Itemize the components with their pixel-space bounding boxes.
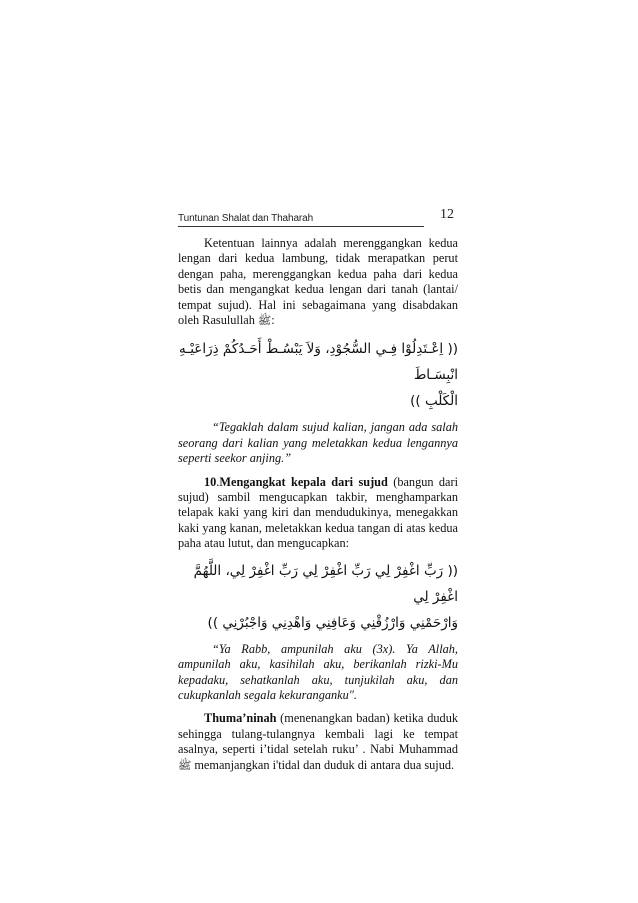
hadith-arabic-1-line-1: (( اِعْـتَدِلُوْا فِـي السُّجُوْدِ، وَلاَ يَبْسُـطْ أَحَـدُكُمْ ذِرَاعَيْـهِ انْبِسَـاطَ: [179, 341, 458, 384]
dua-arabic: [178, 558, 458, 636]
running-header-title: Tuntunan Shalat dan Thaharah: [178, 213, 314, 224]
saw-honorific-icon-2: ﷺ: [178, 758, 192, 772]
page-content: [178, 236, 458, 773]
dua-arabic-line-2: وَارْحَمْنِي وَارْزُقْنِي وَعَافِنِي وَاهْدِنِي وَاجْبُرْنِي )): [207, 614, 458, 631]
hadith-arabic-1-line-2: الْكَلْبِ )): [410, 393, 458, 410]
paragraph-3: [178, 711, 458, 773]
dua-arabic-line-1: (( رَبِّ اغْفِرْ لِي رَبِّ اغْفِرْ لِي رَبِّ اغْفِرْ لِي، اللَّهُمَّ اغْفِرْ لِي: [193, 562, 458, 605]
saw-honorific-icon: ﷺ: [257, 314, 272, 328]
paragraph-3-end: memanjangkan i'tidal dan duduk di antara dua sujud.: [191, 757, 455, 772]
hadith-arabic-1: [178, 336, 458, 414]
header-rule: [178, 226, 424, 227]
paragraph-2-text: (bangun dari sujud) sambil mengucapkan takbir, menghamparkan telapak kaki yang kiri dan mendudukinya, menegakkan kaki yang kanan, meletakkan kedua tangan di atas kedua paha atau lutut, dan mengucapkan:: [178, 474, 459, 551]
dua-translation: “Ya Rabb, ampunilah aku (3x). Ya Allah, ampunilah aku, kasihilah aku, berikanlah rizki-Mu kepadaku, sehatkanlah aku, tunjukilah aku, dan cukupkanlah segala kekuranganku".: [178, 641, 458, 702]
paragraph-2: 10.Mengangkat kepala dari sujud (bangun dari sujud) sambil mengucapkan takbir, menghamparkan telapak kaki yang kiri dan mendudukinya, menegakkan kaki yang kanan, meletakkan kedua tangan di atas kedua paha atau lutut, dan mengucapkan:: [178, 474, 459, 551]
paragraph-1-end: :: [271, 313, 275, 328]
hadith-translation-1: “Tegaklah dalam sujud kalian, jangan ada salah seorang dari kalian yang meletakkan kedua lengannya seperti seekor anjing.”: [178, 420, 458, 466]
step-number: 10: [204, 474, 217, 489]
paragraph-3-text: (menenangkan badan) ketika duduk sehingga tulang-tulangnya kembali lagi ke tempat asalnya, seperti i’tidal setelah ruku’ . Nabi Muhammad: [178, 711, 458, 757]
page-number: 12: [440, 207, 454, 222]
thumaninah-term: Thuma’ninah: [204, 711, 277, 726]
paragraph-1: [178, 236, 458, 328]
step-heading: Mengangkat kepala dari sujud: [219, 474, 388, 489]
paragraph-1-text: Ketentuan lainnya adalah merenggangkan kedua lengan dari kedua lambung, tidak merapatkan perut dengan paha, merenggangkan kedua paha dari kedua betis dan mengangkat kedua lengan dari tanah (lantai/ tempat sujud). Hal ini sebagaimana yang disabdakan oleh Rasulullah: [178, 236, 458, 328]
